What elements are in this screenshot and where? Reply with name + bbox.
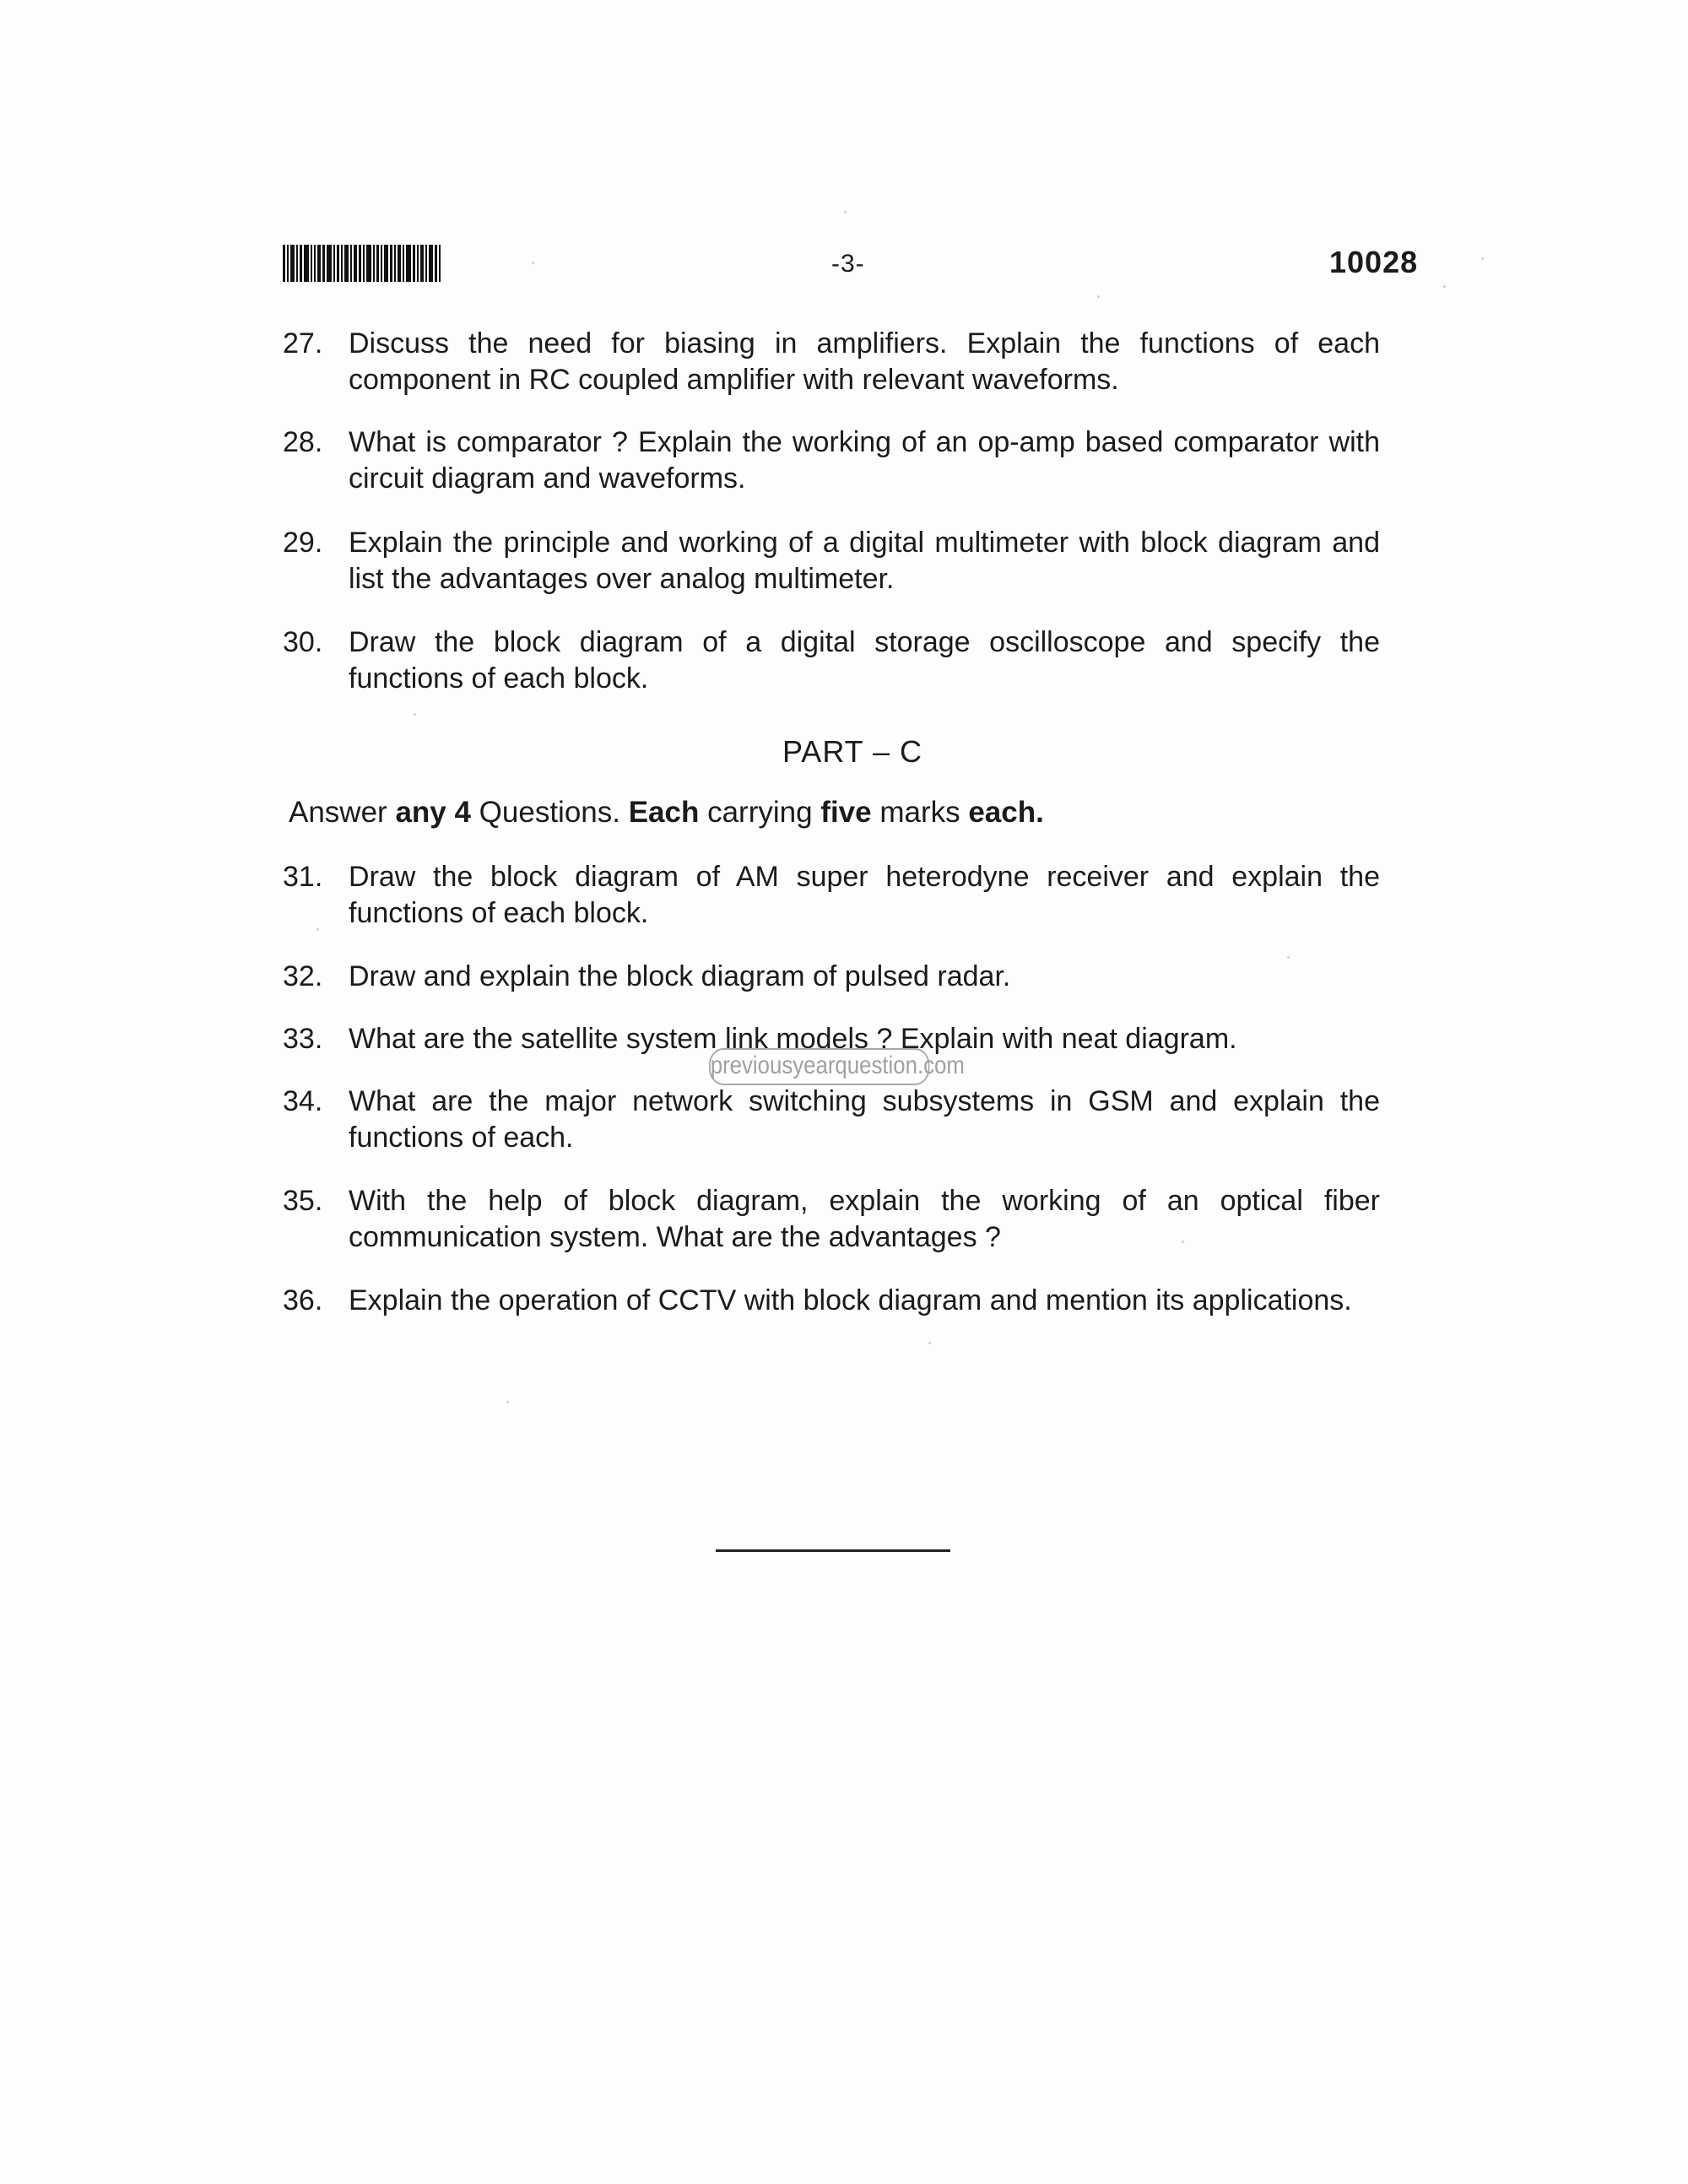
question-text: Discuss the need for biasing in amplifiers. Explain the functions of each component in RC coupled amplifier with relevant waveforms. [349,327,1380,396]
scan-speck [1481,257,1484,260]
question-number: 28. [283,426,323,458]
scan-speck [506,1401,509,1403]
question-text: With the help of block diagram, explain the working of an optical fiber communication system. What are the advantages ? [349,1185,1380,1253]
question-36 [283,1283,1380,1319]
question-text: What is comparator ? Explain the working of an op-amp based comparator with circuit diagram and waveforms. [349,426,1380,495]
instruction-text-bold: any 4 [395,796,471,829]
instruction-text-bold: Each [628,796,700,829]
question-number: 35. [283,1185,323,1217]
question-number: 34. [283,1085,323,1117]
scan-speck [844,211,847,214]
question-number: 33. [283,1023,323,1055]
watermark: previousyearquestion.com [709,1048,929,1085]
scan-speck [532,262,534,264]
question-text: What are the satellite system link models ? Explain with neat diagram. [349,1023,1237,1055]
question-text: What are the major network switching subsystems in GSM and explain the functions of each. [349,1085,1380,1154]
question-text: Draw the block diagram of AM super heterodyne receiver and explain the functions of each block. [349,861,1380,929]
instruction-text-bold: five [820,796,872,829]
question-32 [283,959,1380,995]
instruction-text: Questions. [470,796,629,829]
scan-speck [414,713,416,716]
barcode [283,245,460,282]
question-27 [283,326,1380,398]
question-35 [283,1183,1380,1256]
question-31 [283,859,1380,932]
question-29 [283,525,1380,597]
scan-speck [928,1342,931,1344]
instruction-text: carrying [699,796,821,829]
question-28 [283,424,1380,497]
question-number: 32. [283,960,323,992]
end-of-paper-rule [716,1549,950,1552]
question-text: Explain the operation of CCTV with block diagram and mention its applications. [349,1284,1352,1316]
instruction-text: marks [871,796,969,829]
part-c-instruction [289,796,1044,830]
question-number: 27. [283,327,323,359]
question-text: Draw the block diagram of a digital storage oscilloscope and specify the functions of each block. [349,626,1380,695]
instruction-text-bold: each. [968,796,1044,829]
instruction-text: Answer [289,796,396,829]
question-number: 31. [283,861,323,893]
question-30 [283,624,1380,697]
question-number: 36. [283,1284,323,1316]
part-c-heading: PART – C [782,734,923,769]
question-number: 30. [283,626,323,658]
question-number: 29. [283,527,323,559]
question-text: Explain the principle and working of a digital multimeter with block diagram and list the advantages over analog multimeter. [349,527,1380,595]
scan-speck [1097,295,1100,298]
page-number: -3- [831,250,865,278]
question-34 [283,1084,1380,1156]
question-text: Draw and explain the block diagram of pulsed radar. [349,960,1011,992]
paper-code: 10028 [1329,245,1419,279]
scan-speck [1443,285,1446,288]
